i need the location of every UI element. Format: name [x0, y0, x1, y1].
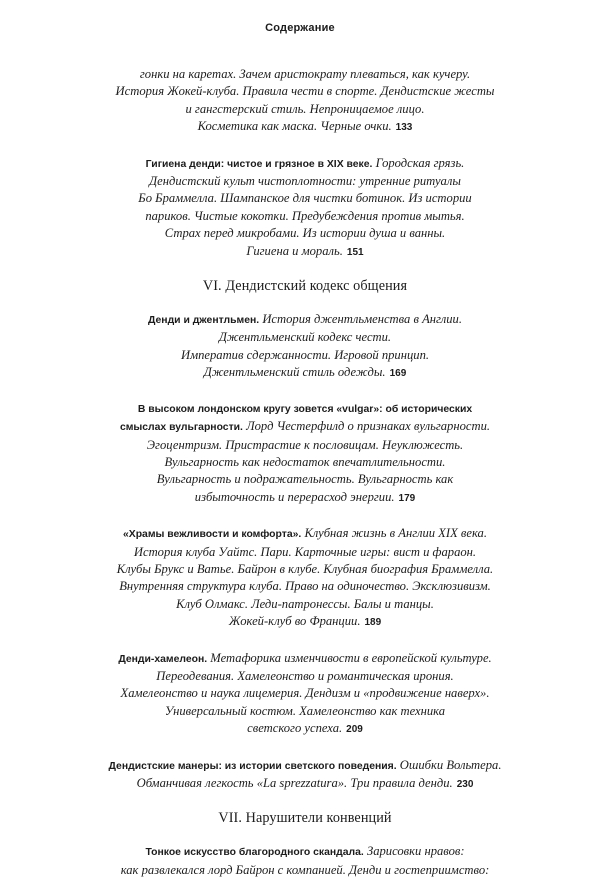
- toc-entry-clubs: [86, 525, 524, 631]
- toc-entry-scandal: [86, 843, 524, 879]
- toc-entry-chameleon: [86, 650, 524, 739]
- entry-text-line: Дендистский культ чистоплотности: утренние ритуалы: [149, 174, 461, 189]
- entry-text-line: Хамелеонство и наука лицемерия. Дендизм и «продвижение наверх».: [120, 686, 490, 701]
- entry-heading: смыслах вульгарности.: [119, 422, 243, 434]
- entry-text-line: и гангстерский стиль. Непроницаемое лицо.: [185, 101, 425, 116]
- entry-text-line: Обманчивая легкость «La sprezzatura». Три правила денди.: [136, 776, 453, 790]
- entry-heading: Гигиена денди: чистое и грязное в XIX веке.: [145, 158, 373, 170]
- entry-text-line: Бо Браммелла. Шампанское для чистки ботинок. Из истории: [138, 191, 472, 206]
- entry-text-line: Гигиена и мораль.: [246, 243, 343, 258]
- page-number: 169: [389, 368, 407, 380]
- entry-text-line: Императив сдержанности. Игровой принцип.: [180, 347, 430, 362]
- toc-entry-vulgar: [86, 401, 524, 507]
- entry-text-line: История клуба Уайтс. Пари. Карточные игры: вист и фараон.: [133, 544, 477, 559]
- entry-heading: В высоком лондонском кругу зовется «vulgar»: об исторических: [137, 403, 473, 415]
- page-number: 230: [456, 779, 474, 790]
- entry-text-line: Клубная жизнь в Англии XIX века.: [304, 526, 487, 541]
- entry-text-line: Ошибки Вольтера.: [399, 757, 502, 772]
- page-number: 151: [346, 246, 364, 258]
- entry-text-line: париков. Чистые кокотки. Предубеждения против мытья.: [145, 208, 465, 223]
- entry-text-line: Страх перед микробами. Из истории душа и ванны.: [164, 226, 446, 241]
- running-header: Содержание: [265, 22, 335, 34]
- entry-text-line: Клубы Брукс и Ватье. Байрон в клубе. Клубная биография Браммелла.: [116, 561, 494, 576]
- toc-entry-manners: [86, 757, 524, 794]
- chapter-title-vii: VII. Нарушители конвенций: [218, 810, 392, 827]
- toc-entry-hygiene: [86, 155, 524, 261]
- entry-text-line: Метафорика изменчивости в европейской культуре.: [210, 650, 492, 665]
- page-number: 133: [395, 122, 413, 134]
- page-number: 209: [346, 724, 363, 736]
- toc-entry-coaches: [86, 66, 524, 137]
- entry-heading: Денди-хамелеон.: [118, 653, 208, 665]
- entry-text-line: Зарисовки нравов:: [366, 844, 465, 859]
- page-number: 179: [398, 492, 416, 504]
- entry-heading: Денди и джентльмен.: [147, 315, 260, 327]
- chapter-title-vi: VI. Дендистский кодекс общения: [202, 278, 408, 295]
- entry-heading: Тонкое искусство благородного скандала.: [145, 847, 364, 859]
- entry-heading: Дендистские манеры: из истории светского поведения.: [108, 760, 397, 772]
- entry-text-line: Вульгарность как недостаток впечатлительности.: [164, 454, 446, 469]
- entry-text-line: Джентльменский кодекс чести.: [218, 330, 392, 345]
- entry-text-line: Джентльменский стиль одежды.: [203, 365, 386, 380]
- entry-text-line: Эгоцентризм. Пристрастие к пословицам. Неуклюжесть.: [146, 437, 464, 452]
- entry-text-line: Вульгарность и подражательность. Вульгарность как: [156, 472, 454, 487]
- entry-text-line: гонки на каретах. Зачем аристократу плеваться, как кучеру.: [139, 67, 471, 81]
- entry-text-line: избыточность и перерасход энергии.: [194, 489, 395, 504]
- entry-text-line: Лорд Честерфилд о признаках вульгарности.: [246, 419, 491, 434]
- entry-text-line: светского успеха.: [247, 721, 343, 736]
- entry-text-line: как развлекался лорд Байрон с компанией. Денди и гостеприимство:: [120, 862, 490, 877]
- table-of-contents: [86, 66, 524, 879]
- page-number: 189: [364, 617, 382, 629]
- entry-text-line: Косметика как маска. Черные очки.: [197, 119, 392, 134]
- entry-text-line: История джентльменства в Англии.: [262, 312, 462, 327]
- entry-text-line: История Жокей-клуба. Правила чести в спорте. Дендистские жесты: [115, 84, 495, 99]
- entry-text-line: Универсальный костюм. Хамелеонство как техника: [164, 703, 446, 718]
- entry-text-line: Внутренняя структура клуба. Право на одиночество. Эксклюзивизм.: [119, 579, 491, 594]
- entry-text-line: Переодевания. Хамелеонство и романтическая ирония.: [156, 668, 454, 683]
- toc-entry-gentleman: [86, 311, 524, 383]
- entry-text-line: Клуб Олмакс. Леди-патронессы. Балы и танцы.: [176, 596, 434, 611]
- entry-heading: «Храмы вежливости и комфорта».: [123, 529, 302, 541]
- entry-text-line: Жокей-клуб во Франции.: [228, 614, 361, 629]
- entry-text-line: Городская грязь.: [375, 155, 465, 170]
